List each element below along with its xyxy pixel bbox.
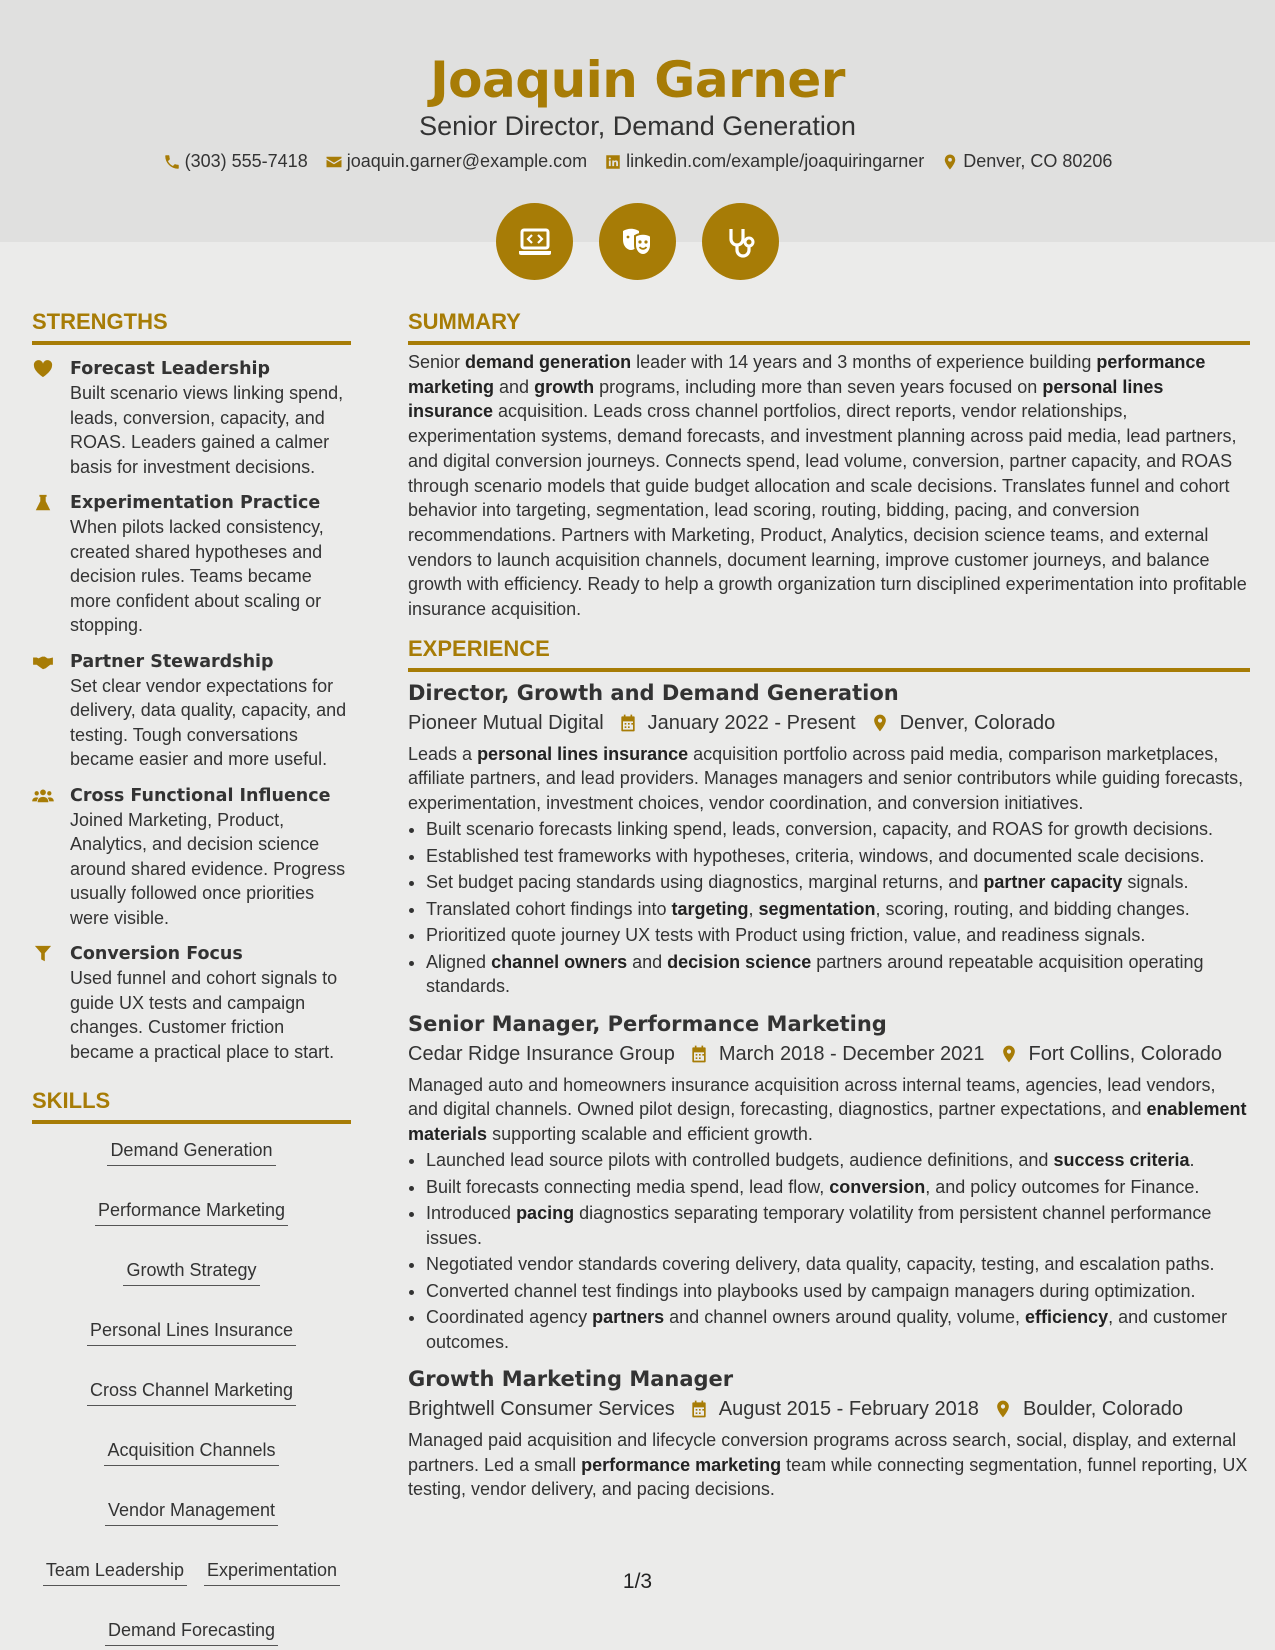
strength-item — [32, 491, 351, 638]
left-column — [32, 307, 351, 1646]
text-run: acquisition portfolio across paid media, comparison marketplaces, affiliate partners, and lead providers. Manages managers and senior contributors while guiding forecasts, experimentation, investment choices, vendor coordination, and conversion initiatives. — [408, 743, 1244, 813]
skills-heading: SKILLS — [32, 1086, 351, 1124]
text-run: Launched lead source pilots with controlled budgets, audience definitions, and — [426, 1150, 1054, 1171]
job-bullet — [426, 950, 1250, 999]
page-number: 1/3 — [622, 1570, 653, 1593]
text-run: and — [494, 376, 535, 397]
candidate-title: Senior Director, Demand Generation — [419, 111, 856, 141]
skill-tag: Vendor Management — [105, 1498, 278, 1526]
strength-body — [70, 784, 351, 931]
text-run: and — [627, 951, 668, 972]
strength-description: When pilots lacked consistency, created shared hypotheses and decision rules. Teams became more confident about scaling or stopping. — [70, 517, 324, 635]
text-run: Prioritized quote journey UX tests with Product using friction, value, and readiness signals. — [426, 925, 1146, 946]
job-bullet — [426, 870, 1250, 895]
emphasis-text: personal lines insurance — [477, 743, 689, 764]
phone-icon — [163, 153, 181, 171]
job-dates: January 2022 - Present — [647, 711, 856, 734]
strength-description: Joined Marketing, Product, Analytics, and decision science around shared evidence. Progress usually followed once priorities were visible. — [70, 809, 346, 928]
laptop-code-icon — [496, 203, 573, 280]
emphasis-text: partner capacity — [983, 872, 1123, 893]
emphasis-text: success criteria — [1053, 1150, 1190, 1171]
job-meta — [408, 1394, 1250, 1424]
strengths-heading: STRENGTHS — [32, 307, 351, 345]
contact-phone[interactable] — [163, 151, 308, 172]
skill-tag: Performance Marketing — [95, 1198, 288, 1226]
job-description — [408, 1428, 1250, 1502]
calendar-icon — [675, 1044, 719, 1064]
text-run: Converted channel test findings into playbooks used by campaign managers during optimization. — [426, 1280, 1196, 1301]
calendar-icon — [604, 713, 648, 733]
text-run: , — [748, 898, 759, 919]
heart-icon — [32, 357, 70, 479]
text-run: signals. — [1122, 872, 1189, 893]
summary-heading: SUMMARY — [408, 307, 1250, 345]
text-run: Aligned — [426, 951, 492, 972]
text-run: programs, including more than seven years focused on — [594, 376, 1043, 397]
strength-body — [70, 491, 351, 638]
job-title: Director, Growth and Demand Generation — [408, 680, 899, 705]
skill-tag: Demand Forecasting — [105, 1618, 278, 1646]
job-location: Denver, Colorado — [899, 711, 1056, 734]
text-run: acquisition. Leads cross channel portfolios, direct reports, vendor relationships, experimentation systems, demand forecasts, and investment planning across paid media, lead partners, and digital conversion journeys. Connects spend, lead volume, conversion, partner capacity, and ROAS through scenario models that guide budget allocation and scale decisions. Translates funnel and cohort behavior into targeting, segmentation, lead scoring, routing, bidding, pacing, and conversion recommendations. Partners with Marketing, Product, Analytics, decision science teams, and external vendors to launch acquisition channels, document learning, improve customer journeys, and balance growth with efficiency. Ready to help a growth organization turn disciplined experimentation into profitable insurance acquisition. — [408, 401, 1247, 620]
stethoscope-icon — [702, 203, 779, 280]
contact-email[interactable] — [325, 151, 587, 172]
text-run: Senior — [408, 352, 466, 372]
theater-masks-icon — [599, 203, 676, 280]
text-run: , and customer outcomes. — [426, 1307, 1228, 1352]
job-bullet — [426, 1279, 1250, 1304]
job-bullets — [408, 1148, 1250, 1354]
flask-icon — [32, 491, 70, 638]
text-run: Negotiated vendor standards covering delivery, data quality, capacity, testing, and escalation paths. — [426, 1254, 1215, 1275]
text-run: Established test frameworks with hypotheses, criteria, windows, and documented scale decisions. — [426, 845, 1205, 866]
job-entry — [408, 678, 1250, 999]
job-bullet — [426, 923, 1250, 948]
job-bullet — [426, 844, 1250, 869]
emphasis-text: targeting — [671, 898, 749, 919]
strength-title: Experimentation Practice — [70, 493, 321, 513]
summary-text — [408, 350, 1250, 622]
map-pin-icon — [979, 1399, 1023, 1419]
email-text: joaquin.garner@example.com — [346, 151, 588, 171]
handshake-icon — [32, 650, 70, 772]
job-title: Growth Marketing Manager — [408, 1367, 734, 1392]
job-bullet — [426, 1201, 1250, 1250]
text-run: , and policy outcomes for Finance. — [925, 1176, 1200, 1197]
emphasis-text: personal lines insurance — [408, 376, 1164, 422]
linkedin-icon — [604, 153, 622, 171]
company-name: Cedar Ridge Insurance Group — [408, 1042, 675, 1065]
map-pin-icon — [985, 1044, 1029, 1064]
skill-tag: Acquisition Channels — [104, 1438, 278, 1466]
right-column — [408, 307, 1250, 1502]
strength-item — [32, 942, 351, 1064]
company-name: Brightwell Consumer Services — [408, 1398, 675, 1421]
text-run: team while connecting segmentation, funnel reporting, UX testing, vendor delivery, and pacing decisions. — [408, 1454, 1248, 1500]
location-text: Denver, CO 80206 — [963, 151, 1113, 171]
strength-description: Used funnel and cohort signals to guide UX tests and campaign changes. Customer friction became a practical place to start. — [70, 968, 338, 1062]
emphasis-text: segmentation — [758, 898, 876, 919]
job-meta — [408, 708, 1250, 738]
skill-tag: Personal Lines Insurance — [87, 1318, 296, 1346]
emphasis-text: enablement materials — [408, 1099, 1247, 1144]
strength-item — [32, 650, 351, 772]
phone-text: (303) 555-7418 — [184, 151, 308, 171]
text-run: supporting scalable and efficient growth. — [487, 1123, 813, 1144]
emphasis-text: partners — [592, 1307, 665, 1328]
strength-title: Conversion Focus — [70, 944, 243, 964]
skill-tag: Demand Generation — [107, 1138, 275, 1166]
strength-title: Cross Functional Influence — [70, 785, 331, 806]
strength-title: Forecast Leadership — [70, 359, 271, 379]
skill-tag: Experimentation — [204, 1558, 340, 1586]
emphasis-text: decision science — [667, 951, 812, 972]
strength-item — [32, 357, 351, 479]
envelope-icon — [325, 153, 343, 171]
text-run: Translated cohort findings into — [426, 898, 672, 919]
calendar-icon — [675, 1399, 719, 1419]
emphasis-text: pacing — [516, 1203, 575, 1224]
emphasis-text: performance marketing — [408, 352, 1206, 397]
text-run: partners around repeatable acquisition operating standards. — [426, 951, 1204, 997]
company-name: Pioneer Mutual Digital — [408, 711, 604, 734]
job-bullet — [426, 1148, 1250, 1173]
text-run: , scoring, routing, and bidding changes. — [875, 898, 1190, 919]
text-run: Introduced — [426, 1203, 517, 1224]
contact-bar — [0, 151, 1275, 172]
text-run: Built forecasts connecting media spend, lead flow, — [426, 1176, 830, 1197]
text-run: leader with 14 years and 3 months of experience building — [631, 352, 1097, 372]
strength-body — [70, 650, 351, 772]
skill-tag: Team Leadership — [43, 1558, 187, 1586]
users-icon — [32, 784, 70, 931]
job-meta — [408, 1039, 1250, 1069]
job-bullet — [426, 817, 1250, 842]
map-pin-icon — [856, 713, 900, 733]
jobs-list — [408, 678, 1250, 1502]
text-run: Built scenario forecasts linking spend, leads, conversion, capacity, and ROAS for growth decisions. — [426, 819, 1214, 840]
map-pin-icon — [941, 153, 959, 171]
text-run: Set budget pacing standards using diagnostics, marginal returns, and — [426, 872, 984, 893]
strength-description: Set clear vendor expectations for delivery, data quality, capacity, and testing. Tough conversations became easier and more useful. — [70, 675, 347, 769]
strengths-list — [32, 357, 351, 1064]
contact-linkedin[interactable] — [604, 151, 924, 172]
strength-body — [70, 357, 351, 479]
job-description — [408, 742, 1250, 816]
job-bullet — [426, 897, 1250, 922]
text-run: Leads a — [408, 743, 478, 764]
strength-description: Built scenario views linking spend, leads, conversion, capacity, and ROAS. Leaders gained a calmer basis for investment decisions. — [70, 383, 344, 477]
strength-body — [70, 942, 351, 1064]
badge-icons-row — [0, 203, 1275, 280]
text-run: and channel owners around quality, volume, — [664, 1307, 1026, 1328]
funnel-icon — [32, 942, 70, 1064]
job-bullet — [426, 1305, 1250, 1354]
emphasis-text: efficiency — [1025, 1307, 1109, 1328]
job-entry — [408, 1009, 1250, 1355]
contact-location — [941, 151, 1112, 172]
job-description — [408, 1073, 1250, 1147]
skill-tag: Cross Channel Marketing — [87, 1378, 296, 1406]
text-run: . — [1189, 1150, 1195, 1171]
emphasis-text: conversion — [829, 1176, 926, 1197]
job-location: Fort Collins, Colorado — [1028, 1042, 1222, 1065]
text-run: Coordinated agency — [426, 1307, 593, 1328]
job-title: Senior Manager, Performance Marketing — [408, 1011, 887, 1036]
job-bullet — [426, 1252, 1250, 1277]
strength-title: Partner Stewardship — [70, 651, 274, 672]
text-run: Managed paid acquisition and lifecycle conversion programs across search, social, display, and external partners. Led a small — [408, 1430, 1237, 1475]
linkedin-text: linkedin.com/example/joaquiringarner — [626, 151, 925, 171]
emphasis-text: performance marketing — [581, 1454, 782, 1475]
text-run: diagnostics separating temporary volatility from persistent channel performance issues. — [426, 1203, 1212, 1248]
job-dates: March 2018 - December 2021 — [718, 1042, 985, 1065]
emphasis-text: channel owners — [491, 951, 628, 972]
emphasis-text: demand generation — [465, 352, 632, 372]
candidate-name: Joaquin Garner — [430, 51, 845, 109]
text-run: Managed auto and homeowners insurance acquisition across internal teams, agencies, lead vendors, and digital channels. Owned pilot design, forecasting, diagnostics, partner expectations, and — [408, 1074, 1216, 1120]
job-dates: August 2015 - February 2018 — [718, 1398, 979, 1421]
experience-heading: EXPERIENCE — [408, 634, 1250, 672]
job-bullets — [408, 817, 1250, 999]
job-bullet — [426, 1175, 1250, 1200]
skill-tag: Growth Strategy — [123, 1258, 259, 1286]
job-entry — [408, 1364, 1250, 1502]
job-location: Boulder, Colorado — [1022, 1398, 1184, 1421]
emphasis-text: growth — [534, 376, 595, 397]
strength-item — [32, 784, 351, 931]
